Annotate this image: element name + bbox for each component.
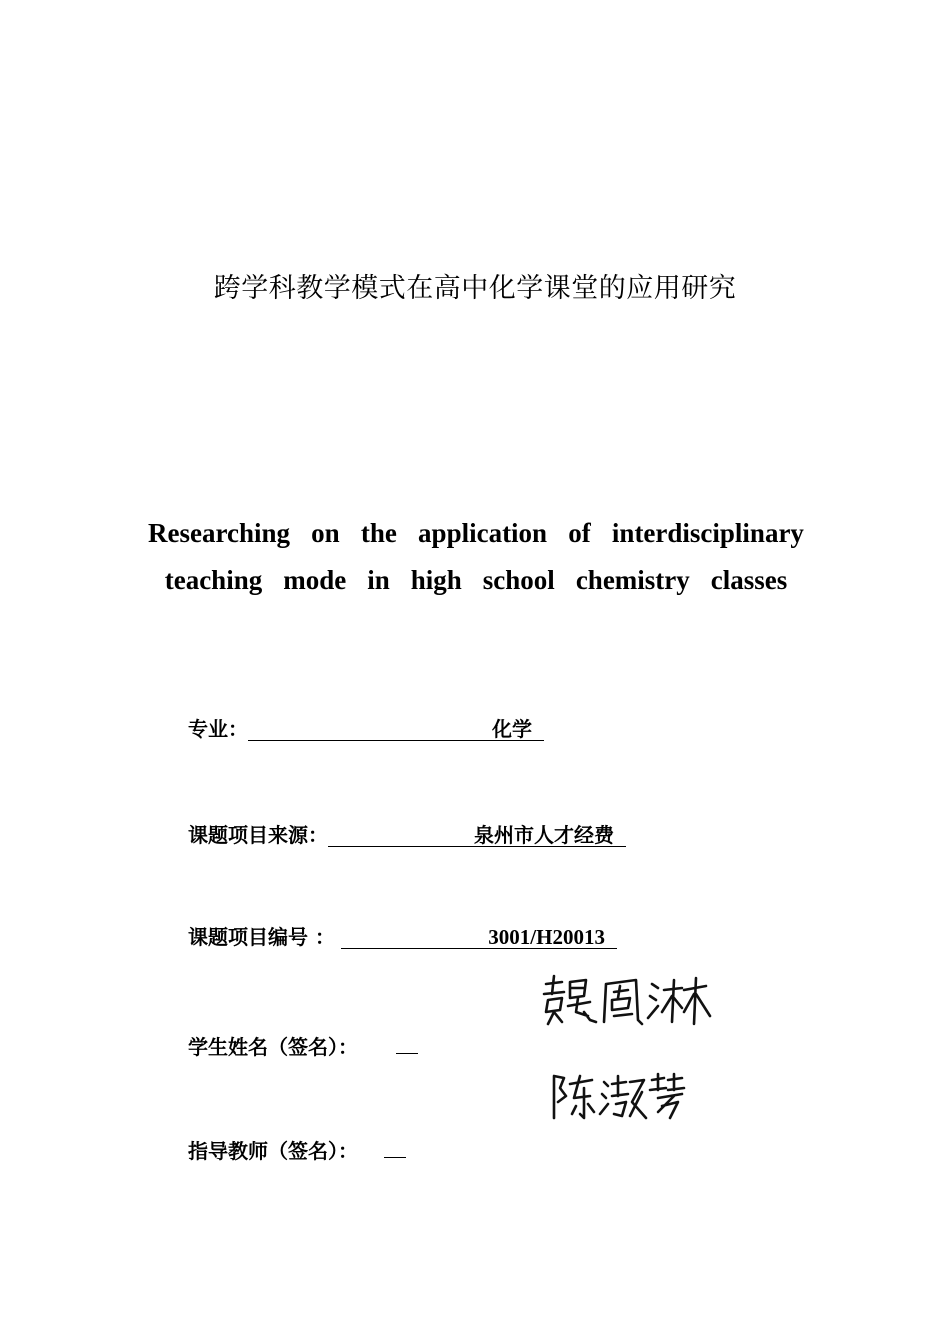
english-title-word: Researching — [148, 518, 290, 548]
student-name-blank — [396, 1035, 418, 1054]
english-title-line-1 — [148, 510, 804, 557]
english-title-word: mode — [283, 565, 347, 595]
english-title-word: chemistry — [575, 565, 690, 595]
english-title-word: classes — [710, 565, 788, 595]
english-title-line-2 — [148, 557, 804, 604]
english-title — [148, 510, 804, 604]
advisor-blank — [384, 1139, 406, 1158]
english-title-word: of — [568, 518, 591, 548]
project-source-value: 泉州市人才经费 — [474, 823, 614, 847]
project-number-label: 课题项目编号 ： — [188, 925, 335, 949]
major-label: 专业： — [188, 717, 248, 741]
english-title-word: the — [360, 518, 397, 548]
english-title-word: on — [311, 518, 340, 548]
project-number-field — [188, 921, 617, 950]
project-source-value-line — [328, 824, 626, 847]
project-source-field — [188, 819, 626, 848]
english-title-word: high — [410, 565, 462, 595]
major-field — [188, 713, 544, 742]
english-title-word: in — [367, 565, 390, 595]
student-name-field — [188, 1031, 418, 1060]
english-title-word: interdisciplinary — [611, 518, 804, 548]
major-value-line — [248, 718, 544, 741]
student-name-label: 学生姓名（签名）： — [188, 1035, 358, 1059]
project-source-label: 课题项目来源： — [188, 823, 328, 847]
advisor-label: 指导教师（签名）： — [188, 1139, 358, 1163]
english-title-word: application — [418, 518, 548, 548]
advisor-signature — [546, 1068, 694, 1124]
major-value: 化学 — [492, 717, 532, 741]
advisor-field — [188, 1135, 406, 1164]
english-title-word: school — [482, 565, 555, 595]
student-signature — [540, 972, 712, 1032]
project-number-value: 3001/H20013 — [488, 925, 605, 949]
chinese-title: 跨学科教学模式在高中化学课堂的应用研究 — [213, 273, 737, 304]
english-title-word: teaching — [164, 565, 263, 595]
project-number-value-line — [341, 926, 617, 949]
